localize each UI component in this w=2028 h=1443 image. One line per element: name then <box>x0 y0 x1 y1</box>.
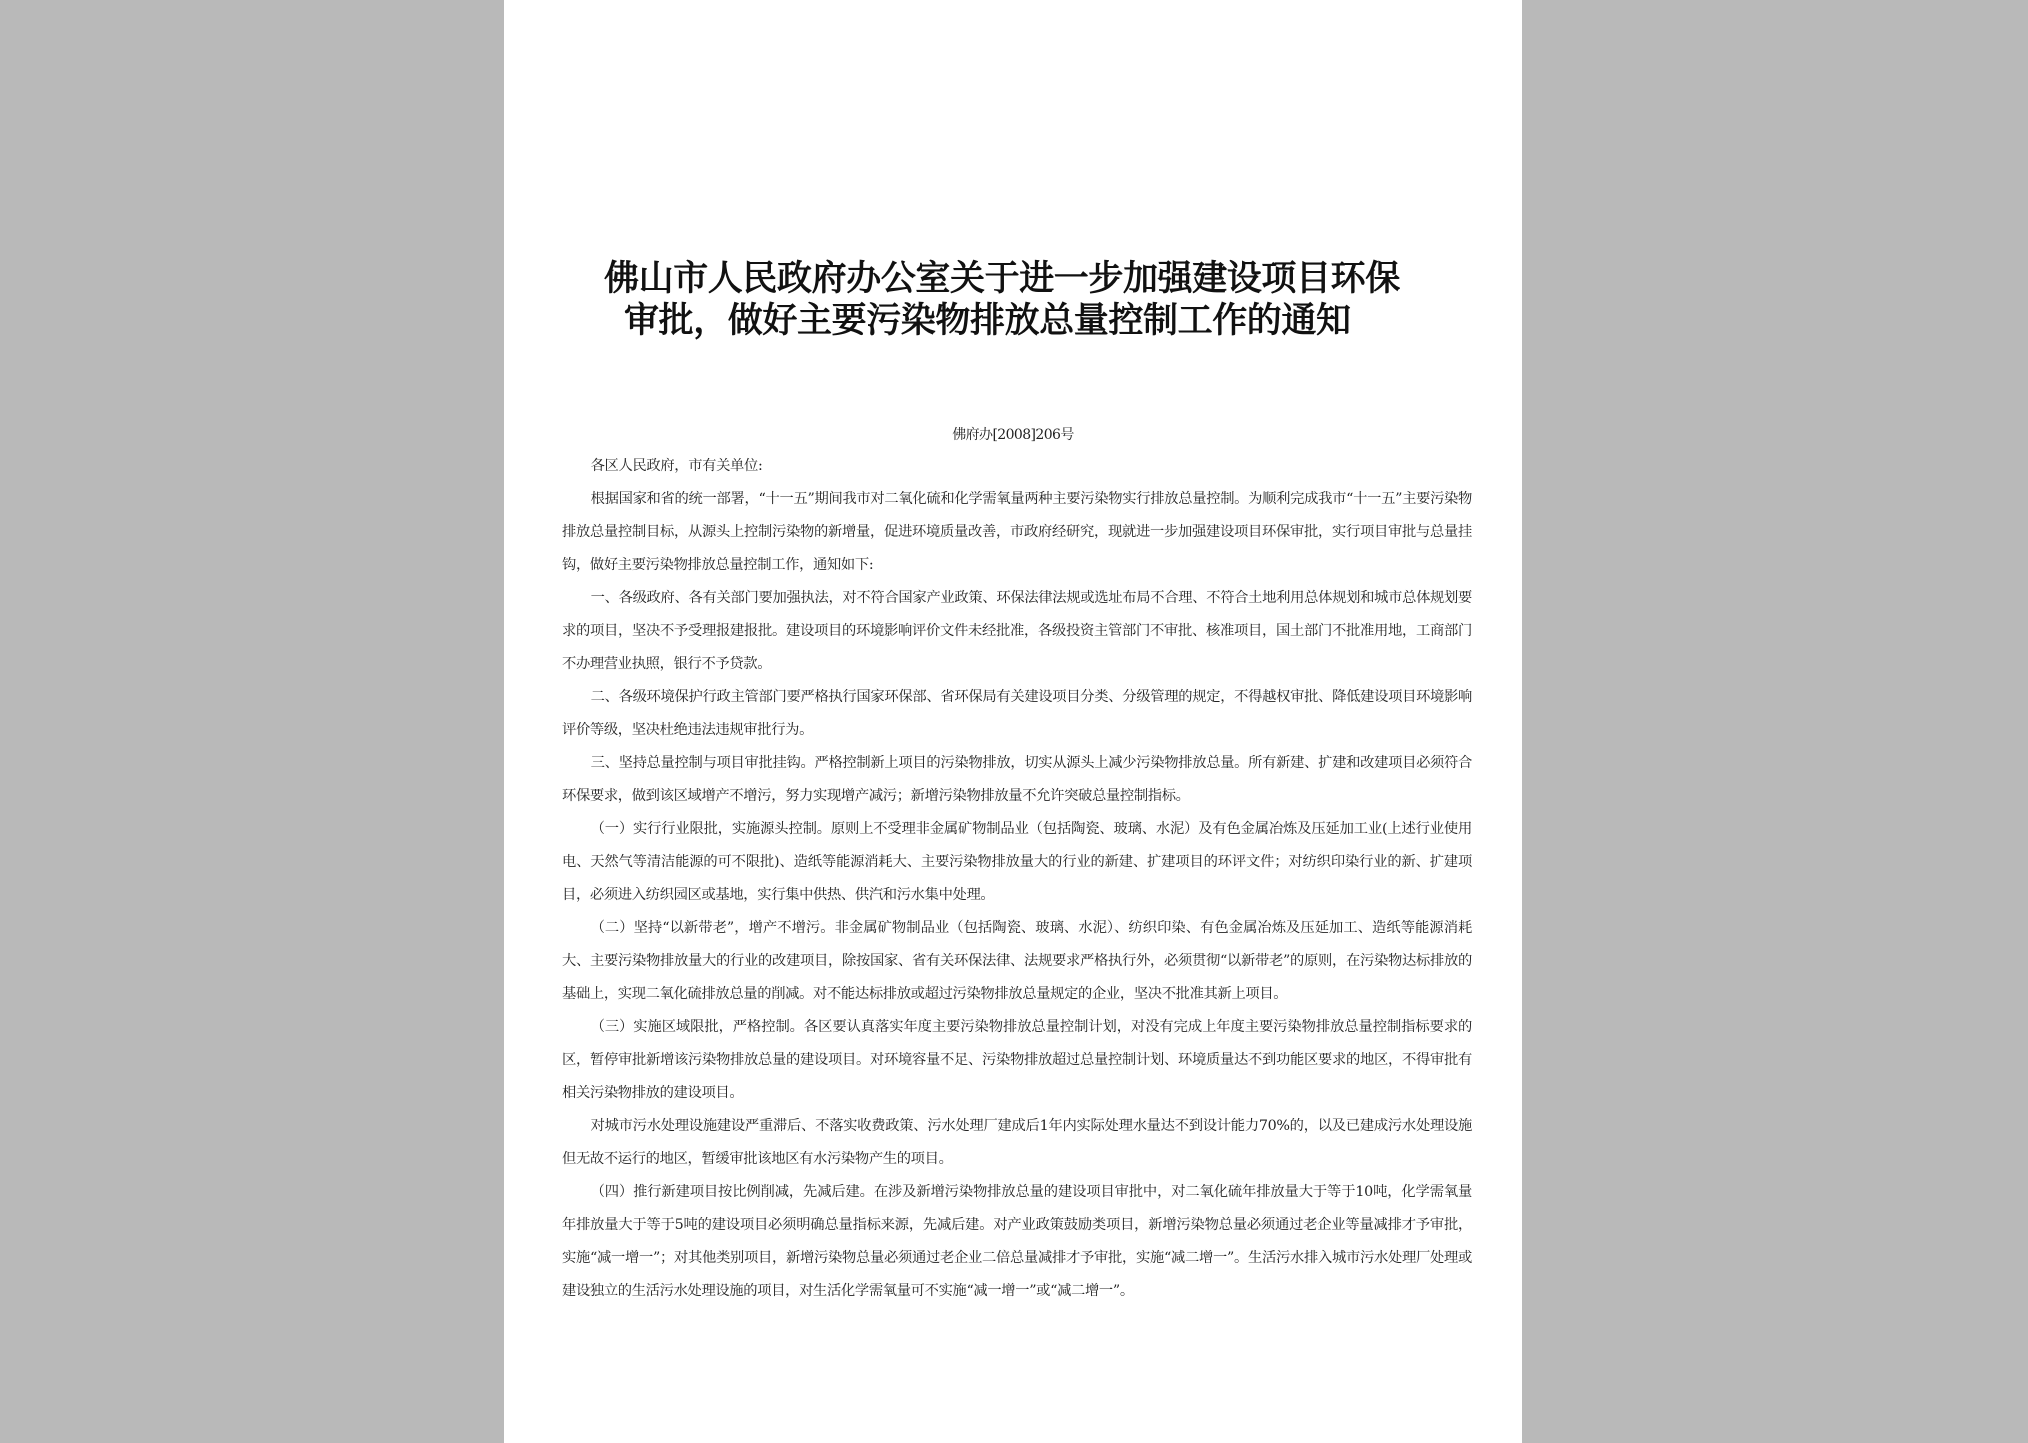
paragraph-3-1: （一）实行行业限批，实施源头控制。原则上不受理非金属矿物制品业（包括陶瓷、玻璃、水泥）及有色金属冶炼及压延加工业(上述行业使用电、天然气等清洁能源的可不限批)、造纸等能源消耗大、主要污染物排放量大的行业的新建、扩建项目的环评文件；对纺织印染行业的新、扩建项目，必须进入纺织园区或基地，实行集中供热、供汽和污水集中处理。 <box>562 821 1472 903</box>
title-line-1: 佛山市人民政府办公室关于进一步加强建设项目环保 <box>604 258 1400 299</box>
document-number: 佛府办[2008]206号 <box>952 427 1074 443</box>
document-page <box>504 0 1522 1443</box>
paragraph-3: 三、坚持总量控制与项目审批挂钩。严格控制新上项目的污染物排放，切实从源头上减少污染物排放总量。所有新建、扩建和改建项目必须符合环保要求，做到该区域增产不增污，努力实现增产减污；新增污染物排放量不允许突破总量控制指标。 <box>562 755 1472 804</box>
paragraph-2: 二、各级环境保护行政主管部门要严格执行国家环保部、省环保局有关建设项目分类、分级管理的规定，不得越权审批、降低建设项目环境影响评价等级，坚决杜绝违法违规审批行为。 <box>562 689 1472 738</box>
paragraph-3-3-supplement: 对城市污水处理设施建设严重滞后、不落实收费政策、污水处理厂建成后1年内实际处理水量达不到设计能力70%的，以及已建成污水处理设施但无故不运行的地区，暂缓审批该地区有水污染物产生的项目。 <box>562 1118 1472 1167</box>
paragraph-intro: 根据国家和省的统一部署，“十一五”期间我市对二氧化硫和化学需氧量两种主要污染物实行排放总量控制。为顺利完成我市“十一五”主要污染物排放总量控制目标，从源头上控制污染物的新增量，促进环境质量改善，市政府经研究，现就进一步加强建设项目环保审批，实行项目审批与总量挂钩，做好主要污染物排放总量控制工作，通知如下: <box>562 491 1472 573</box>
salutation: 各区人民政府，市有关单位: <box>590 458 763 474</box>
paragraph-1: 一、各级政府、各有关部门要加强执法，对不符合国家产业政策、环保法律法规或选址布局不合理、不符合土地利用总体规划和城市总体规划要求的项目，坚决不予受理报建报批。建设项目的环境影响评价文件未经批准，各级投资主管部门不审批、核准项目，国土部门不批准用地，工商部门不办理营业执照，银行不予贷款。 <box>562 590 1472 672</box>
paragraph-3-2: （二）坚持“以新带老”，增产不增污。非金属矿物制品业（包括陶瓷、玻璃、水泥）、纺织印染、有色金属冶炼及压延加工、造纸等能源消耗大、主要污染物排放量大的行业的改建项目，除按国家、省有关环保法律、法规要求严格执行外，必须贯彻“以新带老”的原则，在污染物达标排放的基础上，实现二氧化硫排放总量的削减。对不能达标排放或超过污染物排放总量规定的企业，坚决不批准其新上项目。 <box>562 920 1472 1002</box>
document-body <box>562 450 1472 1308</box>
title-line-2: 审批，做好主要污染物排放总量控制工作的通知 <box>624 300 1351 341</box>
document-title <box>604 258 1454 342</box>
paragraph-3-3: （三）实施区域限批，严格控制。各区要认真落实年度主要污染物排放总量控制计划，对没有完成上年度主要污染物排放总量控制指标要求的区，暂停审批新增该污染物排放总量的建设项目。对环境容量不足、污染物排放超过总量控制计划、环境质量达不到功能区要求的地区，不得审批有相关污染物排放的建设项目。 <box>562 1019 1472 1101</box>
paragraph-3-4: （四）推行新建项目按比例削减，先减后建。在涉及新增污染物排放总量的建设项目审批中，对二氧化硫年排放量大于等于10吨，化学需氧量年排放量大于等于5吨的建设项目必须明确总量指标来源，先减后建。对产业政策鼓励类项目，新增污染物总量必须通过老企业等量减排才予审批，实施“减一增一”；对其他类别项目，新增污染物总量必须通过老企业二倍总量减排才予审批，实施“减二增一”。生活污水排入城市污水处理厂处理或建设独立的生活污水处理设施的项目，对生活化学需氧量可不实施“减一增一”或“减二增一”。 <box>562 1184 1472 1299</box>
